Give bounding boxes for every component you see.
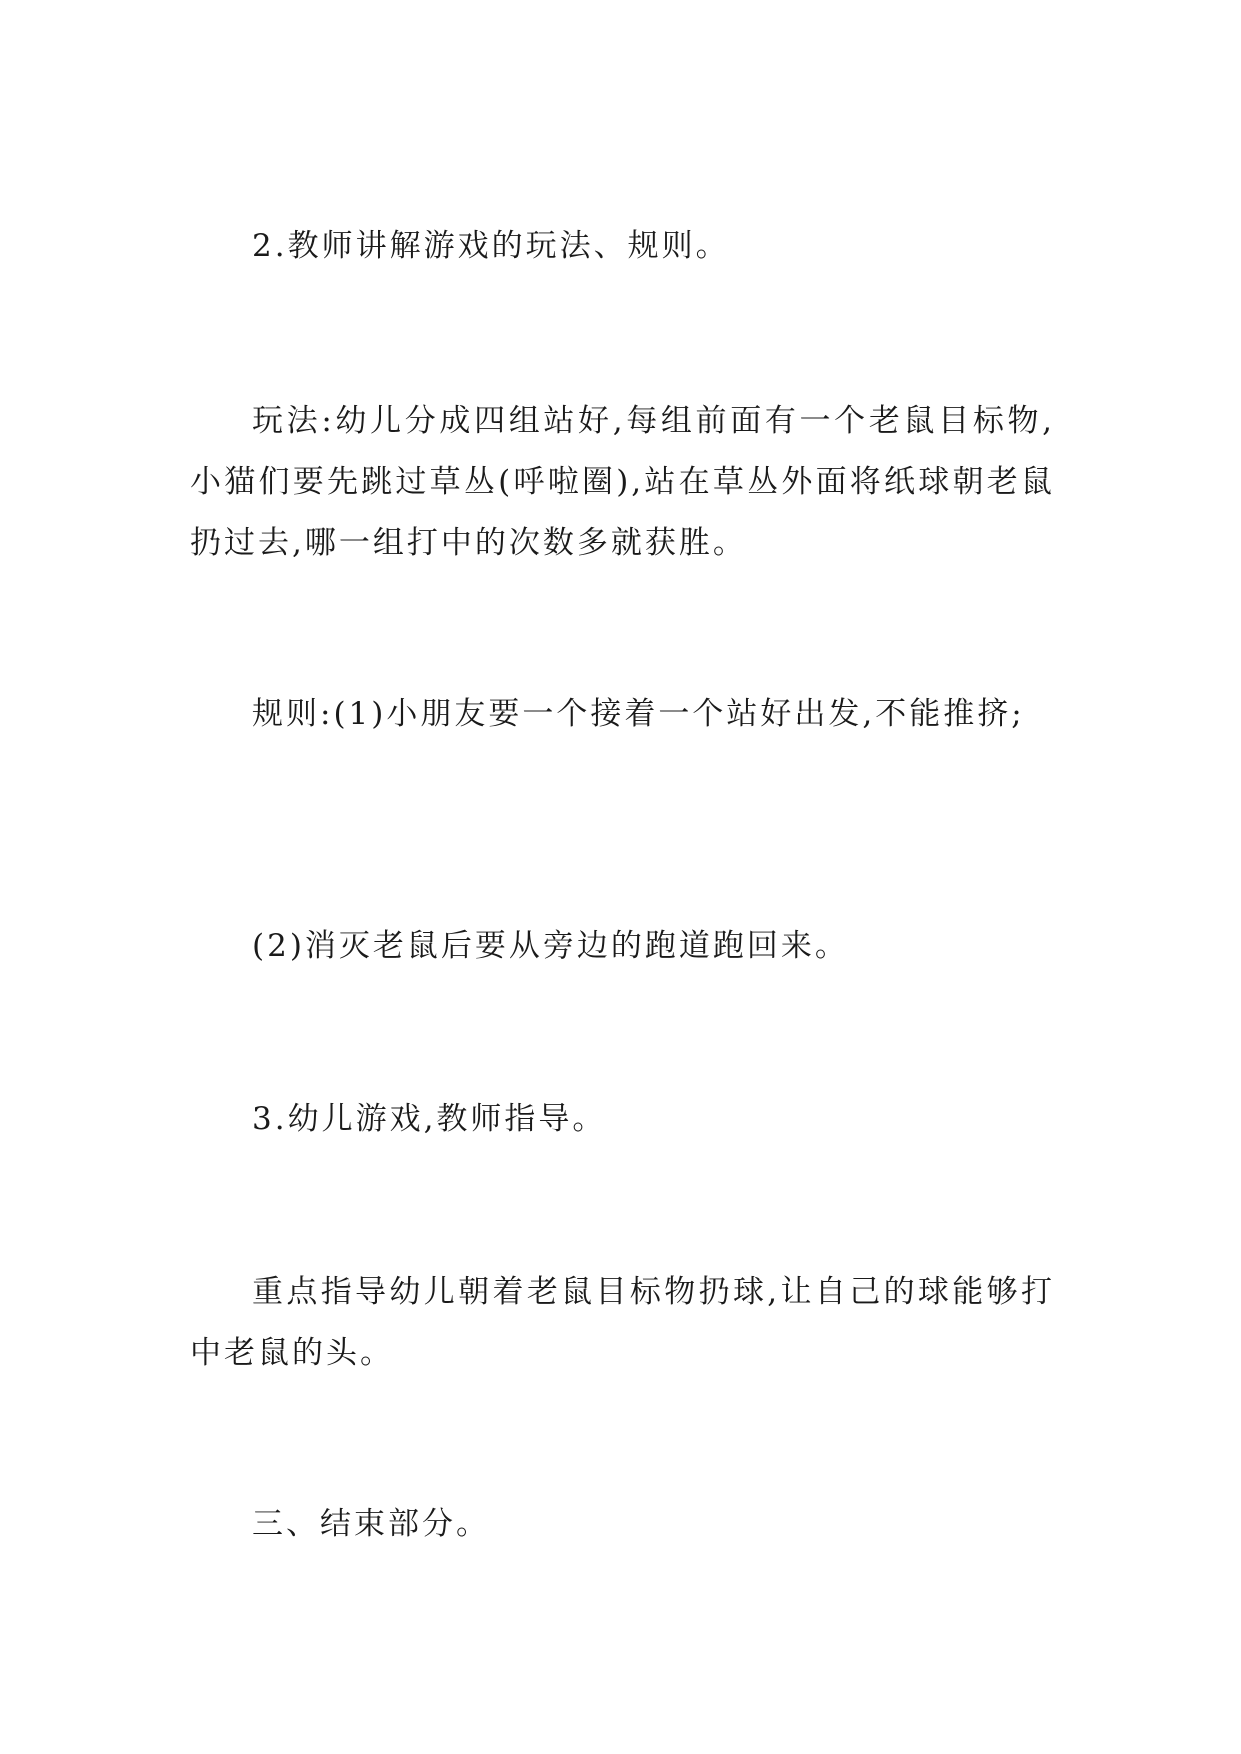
paragraph-step-2: 2.教师讲解游戏的玩法、规则。 bbox=[252, 228, 730, 264]
paragraph-gameplay: 玩法:幼儿分成四组站好,每组前面有一个老鼠目标物,小猫们要先跳过草丛(呼啦圈),站在草丛外面将纸球朝老鼠扔过去,哪一组打中的次数多就获胜。 bbox=[190, 403, 1055, 561]
paragraph-rule-1: 规则:(1)小朋友要一个接着一个站好出发,不能推挤; bbox=[252, 696, 1025, 732]
paragraph-rule-2: (2)消灭老鼠后要从旁边的跑道跑回来。 bbox=[252, 928, 849, 964]
paragraph-guidance: 重点指导幼儿朝着老鼠目标物扔球,让自己的球能够打中老鼠的头。 bbox=[190, 1274, 1055, 1371]
paragraph-step-3: 3.幼儿游戏,教师指导。 bbox=[252, 1101, 607, 1137]
paragraph-section-end: 三、结束部分。 bbox=[252, 1506, 490, 1542]
